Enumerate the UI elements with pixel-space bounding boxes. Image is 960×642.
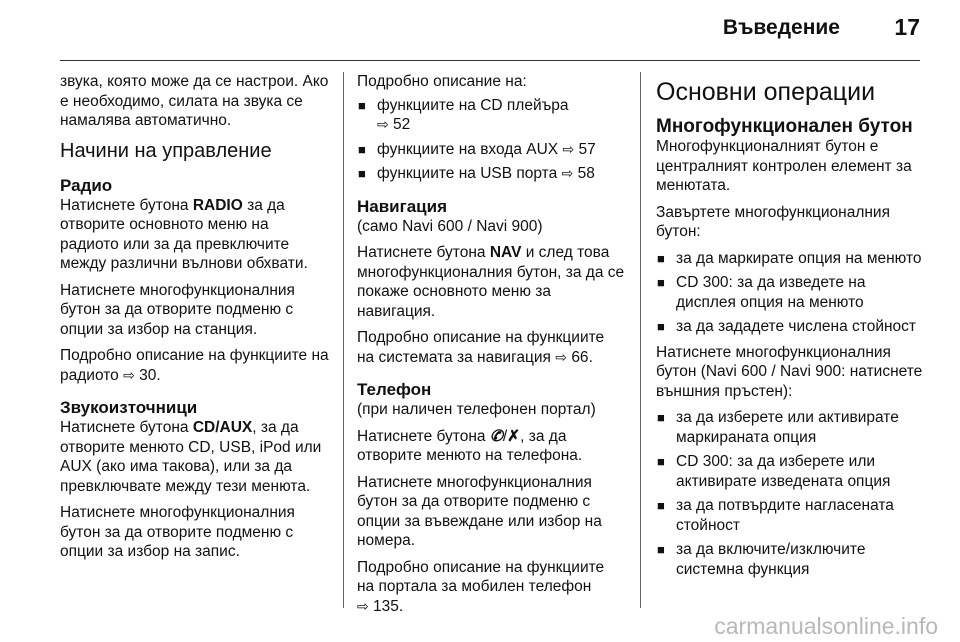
navigation-title: Навигация	[357, 196, 447, 216]
arrow-ref-icon: ⇨	[123, 366, 135, 383]
telephone-title: Телефон	[357, 380, 432, 399]
page-ref: 30	[139, 366, 157, 384]
arrow-ref-icon: ⇨	[357, 597, 369, 614]
list-item: ■ за да потвърдите нагласената стойност	[656, 496, 926, 535]
radio-paragraph-1: Натиснете бутона RADIO за да отворите основното меню на радиото или за да превключите между различни вълнови обхвати.	[60, 196, 308, 272]
navigation-subtitle: (само Navi 600 / Navi 900)	[357, 217, 543, 235]
arrow-ref-icon: ⇨	[561, 165, 574, 181]
telephone-paragraph-3: Подробно описание на функциите на портала за мобилен телефон ⇨ 135.	[357, 558, 605, 615]
list-item: ■ за да маркирате опция на менюто	[656, 249, 926, 269]
phone-hangup-icon: ✗	[507, 427, 521, 445]
radio-paragraph-2: Натиснете многофункционалния бутон за да отворите подменю с опции за избор на станция.	[60, 281, 295, 338]
function-list	[357, 96, 625, 184]
knob-paragraph-1: Многофункционалният бутон е централният контролен елемент за менютата.	[656, 138, 912, 194]
phone-icon: ✆	[489, 427, 503, 445]
column-divider-2	[640, 72, 641, 608]
page-number: 17	[894, 14, 920, 40]
list-item: ■ за да включите/изключите системна функция	[656, 540, 926, 579]
nav-key: NAV	[489, 244, 522, 261]
knob-paragraph-3: Натиснете многофункционалния бутон (Navi 600 / Navi 900: натиснете външния пръстен):	[656, 343, 923, 400]
rotate-list	[656, 249, 926, 337]
sources-paragraph-2: Натиснете многофункционалния бутон за да отворите подменю с опции за избор на запис.	[60, 504, 295, 560]
watermark: carmanualsonline.info	[714, 613, 938, 639]
column-2	[357, 72, 625, 623]
sources-paragraph-1: Натиснете бутона CD/AUX, за да отворите менюто CD, USB, iPod или AUX (ако има такова), или за да превключвате между тези менюта.	[60, 419, 322, 495]
telephone-paragraph-1: Натиснете бутона ✆/✗, за да отворите менюто на телефона.	[357, 427, 583, 464]
column-1	[60, 72, 330, 569]
arrow-ref-icon: ⇨	[555, 348, 567, 365]
list-item: ■ функциите на USB порта ⇨ 58	[357, 164, 625, 184]
list-item: ■ функциите на входа AUX ⇨ 57	[357, 140, 625, 160]
list-item: ■ CD 300: за да изберете или активирате изведената опция	[656, 452, 926, 491]
controls-heading: Начини на управление	[60, 139, 272, 162]
telephone-paragraph-2: Натиснете многофункционалния бутон за да отворите подменю с опции за въвеждане или избор на номера.	[357, 473, 602, 549]
list-item: ■ CD 300: за да изведете на дисплея опция на менюто	[656, 273, 926, 312]
knob-paragraph-2: Завъртете многофункционалния бутон:	[656, 203, 890, 240]
telephone-subtitle: (при наличен телефонен портал)	[357, 401, 596, 418]
arrow-ref-icon: ⇨	[562, 140, 575, 157]
multifunction-knob-heading: Многофункционален бутон	[656, 116, 913, 137]
list-item: ■ за да изберете или активирате маркираната опция	[656, 408, 926, 447]
list-item: ■ за да зададете числена стойност	[656, 317, 926, 337]
cd-aux-key: CD/AUX	[192, 419, 253, 436]
description-intro: Подробно описание на:	[357, 73, 527, 90]
column-divider-1	[343, 72, 344, 608]
radio-title: Радио	[60, 175, 113, 195]
radio-key: RADIO	[192, 196, 243, 214]
intro-paragraph: звука, която може да се настрои. Ако е необходимо, силата на звука се намалява автоматично.	[60, 73, 329, 129]
sources-title: Звукоизточници	[60, 398, 198, 417]
page-title: Въведение	[722, 16, 840, 39]
press-list	[656, 408, 926, 579]
header-rule	[60, 60, 920, 61]
navigation-paragraph-1: Натиснете бутона NAV и след това многофункционалния бутон, за да се покаже основното меню за навигация.	[357, 244, 625, 320]
arrow-ref-icon: ⇨	[377, 116, 389, 132]
navigation-paragraph-2: Подробно описание на функциите на системата за навигация ⇨ 66.	[357, 329, 605, 366]
column-3	[656, 72, 926, 585]
basic-operations-heading: Основни операции	[656, 78, 876, 106]
radio-paragraph-3: Подробно описание на функциите на радиото ⇨ 30.	[60, 347, 329, 384]
list-item: ■ функциите на CD плейъра ⇨ 52	[357, 96, 625, 135]
page-header	[0, 0, 960, 62]
